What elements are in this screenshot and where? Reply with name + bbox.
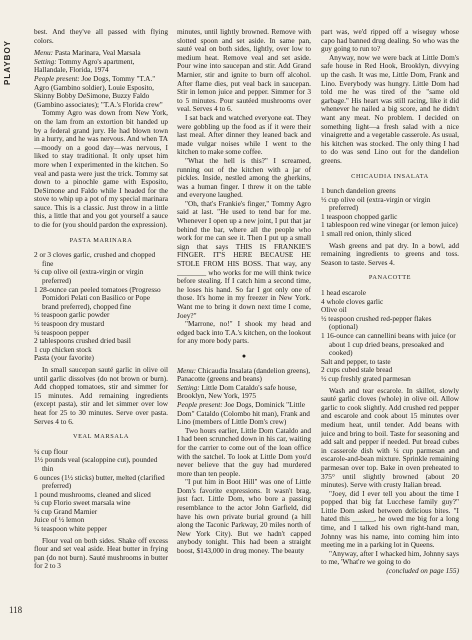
continued-note: (concluded on page 155) <box>386 566 459 576</box>
ingredient: 1 16-ounce can cannellini beans with juice (or about 1 cup dried beans, presoaked and cooked) <box>321 331 456 358</box>
paragraph: "What the hell is this?" I screamed, running out of the kitchen with a jar of pickles. Inside, nestled among the gherkins, was a human finger. I threw it on the table and everyone laughed. <box>177 155 311 200</box>
ingredient: ¼ cup Grand Marnier <box>34 506 98 516</box>
page-number: 118 <box>9 605 23 615</box>
recipe-heading: VEAL MARSALA <box>72 433 130 441</box>
ingredient: ¼ teaspoon pepper <box>34 327 89 337</box>
ingredient: ¼ cup Florio sweet marsala wine <box>34 498 131 508</box>
column-1 <box>34 28 168 628</box>
paragraph: minutes, until lightly browned. Remove with slotted spoon and set aside. In same pan, sauté veal on both sides, lightly, over low to medium heat. Remove veal and set aside. Pour wine into saucepan and stir. Add Grand Marnier, stir and ignite to burn off alcohol. After flame dies, put veal back in saucepan. Stir in lemon juice and pepper. Simmer for 3 to 5 minutes. Pour sautéed mushrooms over veal. Serves 4 to 6. <box>177 28 311 114</box>
ingredient: ½ teaspoon crushed red-pepper flakes (optional) <box>321 313 432 332</box>
ingredient: Juice of ½ lemon <box>34 515 85 525</box>
menu-meta: Menu: Pasta Marinara, Veal Marsala <box>34 48 141 58</box>
ingredient: 1½ pounds veal (scaloppine cut), pounded thin <box>34 455 158 473</box>
people-meta: People present: Joe Dogs, Tommy "T.A." Agro (Gambino soldier), Louie Esposito, Skinny Bobby DeSimone, Buzzy Faldo (Gambino associates); "T.A.'s Florida crew" <box>34 73 163 109</box>
ingredient: 1 tablespoon red wine vinegar (or lemon juice) <box>321 220 458 230</box>
recipe-directions: Wash greens and pat dry. In a bowl, add remaining ingredients to greens and toss. Season to taste. Serves 4. <box>321 240 459 267</box>
setting-meta: Setting: Little Dom Cataldo's safe house, Brooklyn, New York, 1975 <box>177 382 297 401</box>
ingredient: 1 teaspoon chopped garlic <box>321 211 398 221</box>
recipe-heading: PASTA MARINARA <box>69 236 133 244</box>
recipe-directions: In small saucepan sauté garlic in olive oil until garlic dissolves (do not brown or burn). Add chopped tomatoes, stir and simmer for 15 minutes. Add remaining ingredients (except pasta), stir and let simmer over low heat for 25 to 30 minutes. Serve over pasta. Serves 4 to 6. <box>34 364 168 426</box>
ingredient: 1 cup chicken stock <box>34 344 92 354</box>
menu-meta: Menu: Chicaudia Insalata (dandelion greens), Panacotte (greens and beans) <box>177 365 311 384</box>
paragraph: best. And they've all passed with flying colors. <box>34 28 168 45</box>
ingredient: ½ cup olive oil (extra-virgin or virgin preferred) <box>321 194 431 213</box>
ingredient-list <box>34 251 168 363</box>
section-bullet: ● <box>241 351 247 360</box>
paragraph: "I put him in Boot Hill" was one of Little Dom's favorite expressions. It wasn't brag, just fact. Little Dom, who bore a passing resemblance to the actor John Garfield, did have his own private burial ground (a hill along the Taconic Parkway, 20 miles north of New York City). But we hadn't capped anybody tonight. This had been a straight boost, $143,000 in drug money. The beauty <box>177 477 311 556</box>
ingredient: 2 cups cubed stale bread <box>321 365 393 375</box>
ingredient: Pasta (your favorite) <box>34 353 94 363</box>
ingredient-list <box>321 187 459 239</box>
ingredient: Olive oil <box>321 305 347 315</box>
ingredient: ¼ teaspoon white pepper <box>34 524 107 534</box>
recipe-heading: PANACOTTE <box>368 274 412 282</box>
ingredient: ½ cup freshly grated parmesan <box>321 373 411 383</box>
paragraph: "Marrone, no!" I shook my head and edged back into T.A.'s kitchen, on the lookout for any more body parts. <box>177 319 311 346</box>
ingredient-list <box>321 289 459 384</box>
ingredient-list <box>34 448 168 534</box>
ingredient: 1 bunch dandelion greens <box>321 186 396 196</box>
ingredient: 6 ounces (1½ sticks) butter, melted (clarified preferred) <box>34 472 165 491</box>
ingredient: 4 whole cloves garlic <box>321 296 384 306</box>
ingredient: 1 pound mushrooms, cleaned and sliced <box>34 489 151 499</box>
running-head: PLAYBOY <box>3 40 12 85</box>
paragraph: part was, we'd ripped off a wiseguy whose capo had banned drug dealing. So who was the guy going to run to? <box>321 28 459 54</box>
column-2 <box>177 28 311 628</box>
ingredient: ½ teaspoon dry mustard <box>34 319 105 328</box>
recipe-heading: CHICAUDIA INSALATA <box>351 172 429 180</box>
people-meta: People present: Joe Dogs, Dominick "Little Dom" Cataldo (Colombo hit man), Frank and Lino (members of Little Dom's crew) <box>177 399 310 427</box>
ingredient: 1 small red onion, thinly sliced <box>321 229 412 239</box>
ingredient: 2 tablespoons crushed dried basil <box>34 336 131 346</box>
paragraph: Tommy Agro was down from New York, on the lam from an extortion bit handed up by a federal grand jury. He had blown town in a hurry, and he was nervous. And when TA—moody on a good day—was nervous, I liked to stay traditional. It only upset him more when I experimented in the kitchen. So veal and pasta were just the trick. Tommy sat down to a pinochle game with Esposito, DeSimone and Faldo while I headed for the stove to whip up a pot of my special marinara sauce. This is a classic. Just throw in a little this, a little that and you got yourself a sauce to die for (you should pardon the expression). <box>34 108 168 230</box>
ingredient: ¼ cup olive oil (extra-virgin or virgin preferred) <box>34 267 144 286</box>
recipe-directions: Wash and tear escarole. In skillet, slowly sauté garlic cloves (whole) in olive oil. Allow garlic to cook slightly. Add crushed red pepper and escarole and cook about 15 minutes over medium heat, until tender. Add beans with juice and bring to boil. Taste for seasoning and add salt and pepper if needed. Put bread cubes in casserole dish with ¼ cup parmesan and escarole-and-bean mixture. Sprinkle remaining parmesan over top. Bake in oven preheated to 375° until slightly browned (about 20 minutes). Serve with crusty Italian bread. <box>321 385 459 490</box>
ingredient: 1 28-ounce can peeled tomatoes (Progresso Pomidori Pelati con Basilico or Pope brand preferred), chopped fine <box>34 284 161 311</box>
ingredient: 1 head escarole <box>321 288 366 298</box>
paragraph: "Anyway, after I whacked him, Johnny says to me, 'What're we going to do <box>321 548 459 567</box>
paragraph: Two hours earlier, Little Dom Cataldo and I had been scrunched down in his car, waiting for the carrier to come out of the loan office with the satchel. To look at Little Dom you'd never believe that the guy had murdered more than ten people. <box>177 425 311 478</box>
ingredient: Salt and pepper, to taste <box>321 356 391 366</box>
paragraph: "Oh, that's Frankie's finger," Tommy Agro said at last. "He used to tend bar for me. Whenever I open up a new joint, I put that jar behind the bar, where all the people who work for me can see it. Then I put up a small sign that says THIS IS FRANKIE'S FINGER. IT'S HERE BECAUSE HE STOLE FROM HIS BOSS. That way, any ________ who works for me will think twice before stealing. If I catch him a second time, he loses his hand. So far I got only one of those. It's home in my freezer in New York. Want me to bring it down next time I come, Joey?" <box>177 198 311 320</box>
setting-meta: Setting: Tommy Agro's apartment, Hallandale, Florida, 1974 <box>34 56 135 75</box>
ingredient: ¼ cup flour <box>34 446 68 456</box>
column-3 <box>321 28 459 628</box>
paragraph: I sat back and watched everyone eat. They were gobbling up the food as if it were their last meal. After dinner they leaned back and made vulgar noises while I went to the kitchen to make some coffee. <box>177 112 311 157</box>
paragraph: "Joey, did I ever tell you about the time I popped that big fat Lucchese family guy?" Little Dom asked between delicious bites. "I hated this ______, he owed me big for a long time, and I talked his own right-hand man, Johnny was his name, into coming him into meeting me in a parking lot in Queens. <box>321 488 459 550</box>
paragraph: Anyway, now we were back at Little Dom's safe house in Red Hook, Brooklyn, divvying up the cash. It was me, Little Dom, Frank and Lino. Everybody was hungry. Little Dom had told me he was tired of the "same old garbage." His heart was still racing, like it did whenever he nailed a big score, and he didn't want any meat. No problem. I decided on something light—a fresh salad with a nice vinaigrette and a vegetable casserole. As usual, his kitchen was stocked. The only thing I had to do was send Lino out for the dandelion greens. <box>321 52 459 165</box>
recipe-directions: Flour veal on both sides. Shake off excess flour and set veal aside. Heat butter in frying pan (do not burn). Sauté mushrooms in butter for 2 to 3 <box>34 535 168 571</box>
ingredient: 2 or 3 cloves garlic, crushed and chopped fine <box>34 250 156 268</box>
ingredient: ½ teaspoon garlic powder <box>34 310 110 320</box>
